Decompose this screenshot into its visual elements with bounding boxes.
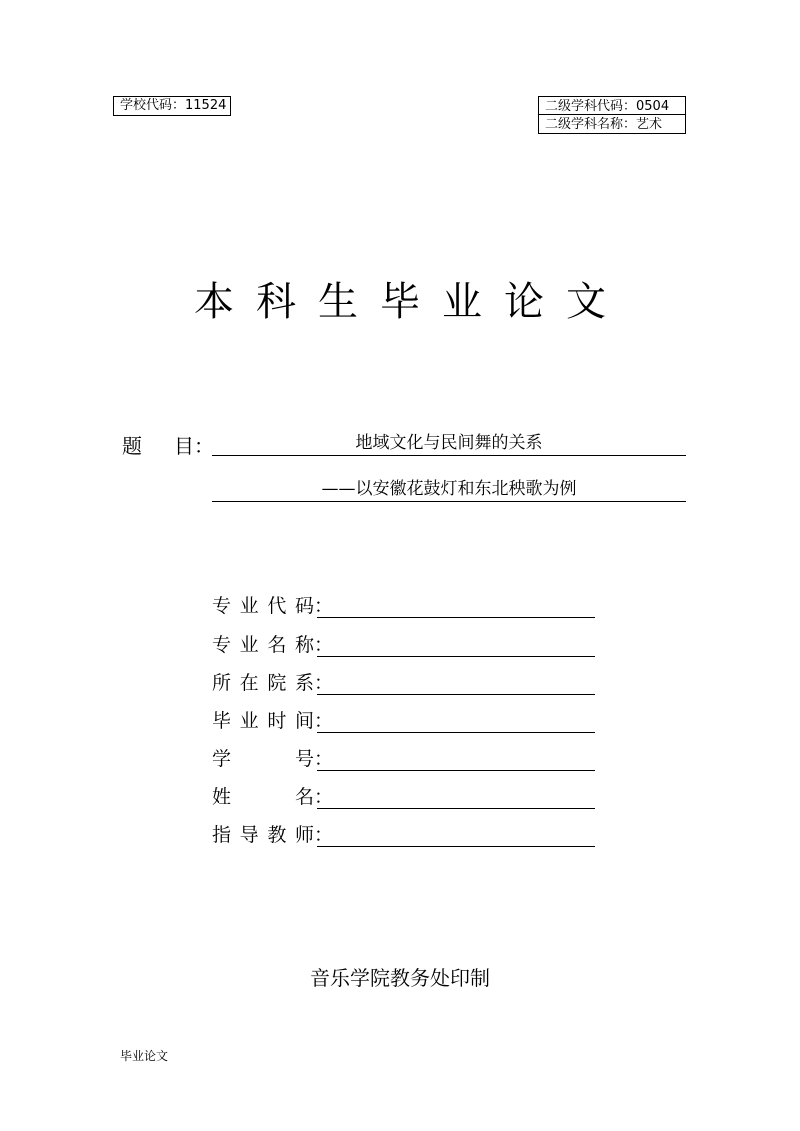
field-colon: ： (314, 748, 334, 770)
field-label: 学号 (212, 748, 314, 770)
school-code-box: 学校代码：11524 (113, 96, 231, 116)
topic-label (122, 430, 214, 459)
name-field[interactable] (317, 784, 595, 809)
field-label: 专业名称 (212, 634, 314, 656)
field-label: 专业代码 (212, 595, 314, 617)
field-label: 所在院系 (212, 672, 314, 694)
field-graduation-time (212, 708, 333, 734)
department-field[interactable] (317, 670, 595, 695)
subject-code-box (538, 96, 686, 134)
topic-label-part-2: 目： (174, 434, 214, 458)
field-colon: ： (314, 595, 334, 617)
major-code-field[interactable] (317, 593, 595, 618)
field-colon: ： (314, 634, 334, 656)
field-colon: ： (314, 710, 334, 732)
field-colon: ： (314, 672, 334, 694)
field-major-name (212, 632, 333, 658)
graduation-time-field[interactable] (317, 708, 595, 733)
field-major-code (212, 593, 333, 619)
advisor-field[interactable] (317, 822, 595, 847)
page-footer: 毕业论文 (120, 1049, 169, 1063)
page-title: 本科生毕业论文 (194, 279, 628, 325)
subject-name: 二级学科名称：艺术 (538, 115, 686, 134)
field-student-id (212, 746, 333, 772)
field-label: 姓名 (212, 786, 314, 808)
topic-line-2: ——以安徽花鼓灯和东北秧歌为例 (212, 477, 686, 502)
field-label: 毕业时间 (212, 710, 314, 732)
field-colon: ： (314, 824, 334, 846)
student-id-field[interactable] (317, 746, 595, 771)
field-advisor (212, 822, 333, 848)
topic-line-1: 地域文化与民间舞的关系 (212, 431, 686, 456)
field-label: 指导教师 (212, 824, 314, 846)
topic-label-part-1: 题 (122, 434, 142, 458)
major-name-field[interactable] (317, 632, 595, 657)
field-colon: ： (314, 786, 334, 808)
field-name (212, 784, 333, 810)
printer-credit: 音乐学院教务处印制 (310, 966, 490, 990)
field-department (212, 670, 333, 696)
subject-code: 二级学科代码：0504 (538, 96, 686, 115)
